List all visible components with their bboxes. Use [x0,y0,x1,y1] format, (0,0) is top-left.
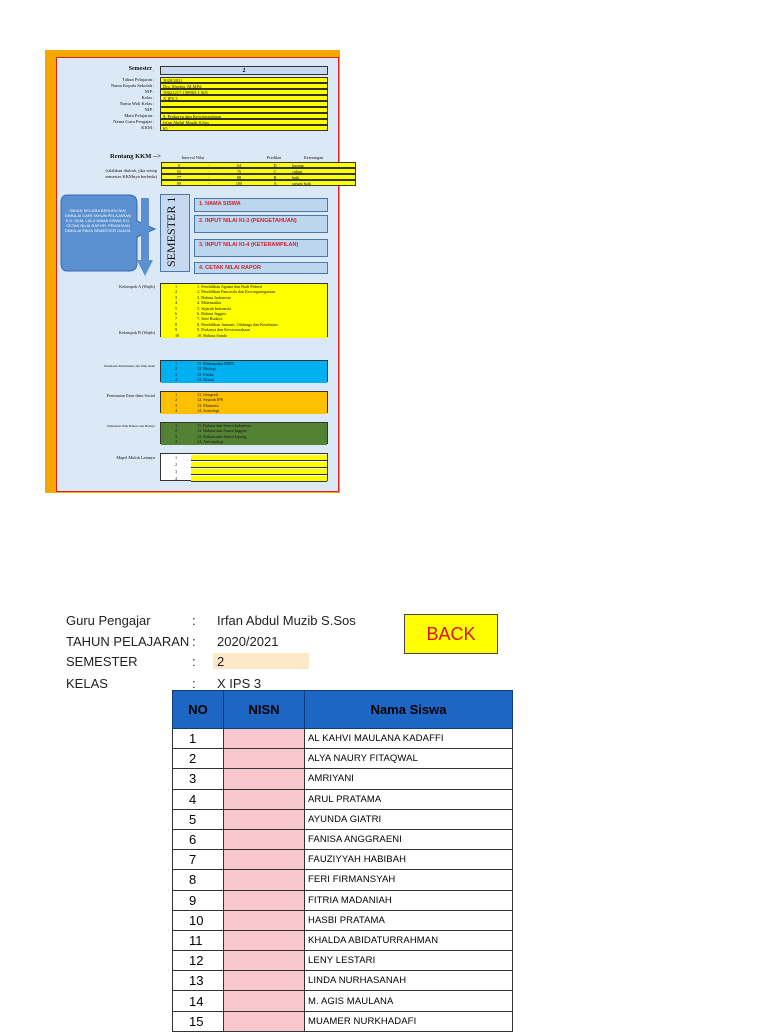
nisn-cell[interactable] [224,749,305,769]
subject-name[interactable]: 11. Geografi [197,392,219,397]
semester-label: SEMESTER [66,654,138,669]
subject-number: 1 [175,284,178,289]
header-nama-siswa: Nama Siswa [305,691,513,729]
group-label-bahasa: Peminatan Ilmu Bahasa dan Budaya [107,424,155,428]
subject-number: 6 [175,310,178,316]
table-row [173,951,513,971]
row-number: 8 [173,870,224,890]
subject-name[interactable]: 13. Ekonomi [197,402,219,408]
subject-number: 5 [175,305,178,311]
row-number: 13 [173,971,224,991]
colon: : [153,68,155,73]
subjects-mipa [160,360,328,382]
table-row [173,1011,513,1031]
nisn-cell[interactable] [224,809,305,829]
colon: : [153,83,155,88]
kkm-row [161,180,356,186]
group-label-kelompok-b: Kelompok B (Wajib) [118,330,155,335]
back-button[interactable]: BACK [404,614,498,654]
row-number: 2 [173,749,224,769]
subjects-bahasa [160,422,328,444]
subject-number: 2 [175,397,178,403]
subject-number: 4 [175,408,178,414]
subject-name[interactable]: 3. Bahasa Indonesia [197,294,231,300]
kkm-sep: - [208,175,210,180]
subject-row [161,475,327,482]
nama-siswa-cell[interactable]: KHALDA ABIDATURRAHMAN [305,930,513,950]
subject-row [161,468,327,475]
colon: : [192,654,196,669]
subject-name[interactable]: 13. Fisika [197,371,214,377]
table-header-row [173,691,513,729]
subjects-ips [160,391,328,413]
subject-number: 9 [175,327,178,333]
subject-row [161,454,327,461]
menu-input-ki3-button[interactable]: 2. INPUT NILAI KI-3 (PENGETAHUAN) [194,215,328,233]
kelas-label: KELAS [66,676,108,691]
row-number: 4 [173,789,224,809]
menu-nama-siswa-button[interactable]: 1. NAMA SISWA [194,198,328,212]
subject-row [161,408,327,413]
kkm-header-keterangan: Keterangan [303,155,324,160]
table-row [173,890,513,910]
info-value-cell[interactable]: 2020/2021 [160,77,328,83]
kkm-sep: - [208,181,210,186]
table-row [173,769,513,789]
row-number: 3 [173,769,224,789]
kkm-pred[interactable]: A [273,181,277,186]
nisn-cell[interactable] [224,991,305,1011]
nama-siswa-cell[interactable]: HASBI PRATAMA [305,910,513,930]
group-label-ips: Peminatan Ilmu-ilmu Sosial [106,393,155,398]
nisn-cell[interactable] [224,971,305,991]
subject-row [161,377,327,382]
kkm-ket[interactable]: baik [292,175,300,180]
nama-siswa-cell[interactable]: AYUNDA GIATRI [305,809,513,829]
kkm-ket[interactable]: sangat baik [292,181,311,186]
subject-name[interactable]: 5. Sejarah Indonesia [197,305,232,311]
subject-name[interactable]: 1. Pendidikan Agama dan Budi Pekerti [197,284,263,289]
kkm-note: (silahkan diubah, jika setiap semester KKMnya berbeda) [105,168,157,179]
colon: : [153,101,155,106]
subject-name[interactable]: 7. Seni Budaya [197,316,223,322]
table-row [173,971,513,991]
nama-siswa-cell[interactable]: AL KAHVI MAULANA KADAFFI [305,729,513,749]
subject-name[interactable]: 14. Sosiologi [197,408,220,414]
kkm-ket[interactable]: kurang [292,163,304,168]
colon: : [192,634,196,649]
colon: : [192,676,196,691]
subject-number: 3 [175,433,178,439]
kkm-ket[interactable]: cukup [292,169,303,174]
info-label: NIP [144,89,152,94]
subject-number: 3 [175,294,178,300]
subject-number: 2 [175,366,178,372]
row-number: 12 [173,951,224,971]
kkm-header-predikat: Predikat [267,155,281,160]
info-label: Nama Guru Pengajar [113,119,152,124]
info-value-cell[interactable]: 19621217 198903 1 005 [160,89,328,95]
colon: : [153,77,155,82]
subject-name[interactable]: 13. Bahasa dan Sastra Jepang [197,433,247,439]
nama-siswa-cell[interactable]: LENY LESTARI [305,951,513,971]
colon: : [192,613,196,628]
nama-siswa-cell[interactable]: M. AGIS MAULANA [305,991,513,1011]
table-row [173,910,513,930]
info-value-cell[interactable]: 65 [160,125,328,131]
guru-label: Guru Pengajar [66,613,151,628]
subjects-mulok [160,453,328,481]
nama-siswa-cell[interactable]: FANISA ANGGRAENI [305,829,513,849]
group-label-mulok: Mapel Mulok Lainnya [116,455,155,460]
callout-text: ISIKAN SECARA BERURUTAN, DIMULAI DARI TAHUN PELAJARAN S.D. KKM, LALU NAMA SISWA S.D. CETAK NILAI RAPOR, PENGISIAN DIMULAI PADA SEMESTER GANJIL [65,208,131,233]
tahun-value: 2020/2021 [217,634,279,649]
kkm-to[interactable]: 88 [236,175,242,180]
subject-name[interactable]: 6. Bahasa Inggris [197,310,227,316]
nama-siswa-cell[interactable]: MUAMER NURKHADAFI [305,1011,513,1031]
subject-number: 2 [175,289,178,295]
kkm-pred[interactable]: B [273,175,277,180]
subject-name[interactable]: 4. Matematika [197,300,222,306]
kkm-header-row [161,155,356,161]
guru-value: Irfan Abdul Muzib S.Sos [217,613,356,628]
colon: : [153,89,155,94]
menu-cetak-rapor-button[interactable]: 4. CETAK NILAI RAPOR [194,262,328,274]
subject-name[interactable]: 14. Kimia [197,377,214,383]
subject-name[interactable]: 2. Pendidikan Pancasila dan Kewarganegaraan [197,289,276,295]
semester-value-cell[interactable] [213,653,309,669]
semester-label: Semester [128,66,152,72]
subject-number: 1 [175,455,178,460]
table-row [173,870,513,890]
group-label-kelompok-a: Kelompok A (Wajib) [119,284,155,289]
info-label: Tahun Pelajaran [122,77,152,82]
subject-row [161,439,327,444]
colon: : [153,119,155,124]
nisn-cell[interactable] [224,850,305,870]
kkm-from[interactable]: 65 [176,169,182,174]
subject-number: 4 [175,377,178,383]
subject-name[interactable]: 10. Bahasa Sunda [197,332,227,338]
kkm-from[interactable]: 0 [177,163,181,168]
info-value-cell[interactable]: Drs. Shodiq, M.MPd [160,83,328,89]
colon: : [153,95,155,100]
subject-name[interactable]: 12. Biologi [197,366,216,372]
subject-number: 4 [175,476,178,481]
nama-siswa-cell[interactable]: FAUZIYYAH HABIBAH [305,850,513,870]
colon: : [153,113,155,118]
kkm-from[interactable]: 89 [176,181,182,186]
kelas-value: X IPS 3 [217,676,262,691]
colon: : [153,107,155,112]
nama-siswa-cell[interactable]: FERI FIRMANSYAH [305,870,513,890]
info-label: Nama Kepala Sekolah [110,83,152,88]
row-number: 11 [173,930,224,950]
header-nisn: NISN [224,691,305,729]
nama-siswa-cell[interactable]: LINDA NURHASANAH [305,971,513,991]
kkm-title: Rentang KKM --> [109,153,161,160]
kkm-to[interactable]: 100 [235,181,243,186]
info-label: Kelas [141,95,152,100]
row-number: 14 [173,991,224,1011]
row-number: 7 [173,850,224,870]
kkm-to[interactable]: 76 [236,169,242,174]
subject-number: 2 [175,462,178,467]
row-number: 15 [173,1011,224,1031]
subject-name[interactable]: 8. Pendidikan Jasmani, Olahraga dan Kesehatan [197,321,278,327]
nisn-cell[interactable] [224,890,305,910]
down-arrow-icon [137,198,153,276]
subject-name[interactable]: 12. Bahasa dan Sastra Inggris [197,428,247,434]
subject-number: 1 [175,361,178,366]
row-number: 6 [173,829,224,849]
subjects-wajib [160,283,328,337]
subject-number: 1 [175,392,178,397]
nisn-cell[interactable] [224,789,305,809]
subject-name[interactable]: 11. Bahasa dan Sastra Indonesia [197,423,251,428]
table-row [173,829,513,849]
kkm-pred[interactable]: C [273,169,277,174]
kkm-pred[interactable]: D [273,163,277,168]
table-row [173,991,513,1011]
info-value-cell[interactable]: Irfan Abdul Muzib S.Sos [160,119,328,125]
nisn-cell[interactable] [224,729,305,749]
subject-number: 7 [175,316,178,322]
nama-siswa-cell[interactable]: ARUL PRATAMA [305,789,513,809]
row-number: 9 [173,890,224,910]
spreadsheet-sheet [56,57,339,492]
nisn-cell[interactable] [224,769,305,789]
subject-row [161,333,327,338]
kkm-sep: - [208,169,210,174]
subject-number: 4 [175,300,178,306]
kkm-header-interval: Interval Nilai [181,155,205,160]
table-row [173,809,513,829]
header-no: NO [173,691,224,729]
nisn-cell[interactable] [224,930,305,950]
row-number: 1 [173,729,224,749]
student-table [172,690,513,1032]
table-row [173,729,513,749]
semester-value: 2 [217,654,225,669]
nama-siswa-cell[interactable]: FITRIA MADANIAH [305,890,513,910]
table-row [173,930,513,950]
subject-name[interactable]: 11. Matematika MIPA [197,361,235,366]
info-value-cell[interactable]: X IPS 3 [160,95,328,101]
subject-row [161,461,327,468]
subject-name[interactable]: 12. Sejarah IPS [197,397,223,403]
info-label: NIP [144,107,152,112]
nama-siswa-cell[interactable]: AMRIYANI [305,769,513,789]
info-label: KKM [141,125,152,130]
colon: : [153,125,155,130]
group-label-mipa: Peminatan Matematika dan Ilmu Alam [103,364,155,368]
nisn-cell[interactable] [224,829,305,849]
kkm-from[interactable]: 77 [176,175,182,180]
subject-name[interactable] [191,476,327,482]
info-label: Nama Wali Kelas [119,101,152,106]
subject-number: 1 [175,423,178,428]
spreadsheet-preview [45,50,340,493]
semester-banner-text: SEMESTER 1 [164,196,178,267]
kkm-to[interactable]: 64 [236,163,242,168]
subject-number: 10 [175,332,180,338]
subject-number: 3 [175,469,178,474]
nisn-cell[interactable] [224,951,305,971]
subject-number: 3 [175,402,178,408]
info-value-cell[interactable]: 9. Prakarya dan Kewirausahaan [160,113,328,119]
nama-siswa-cell[interactable]: ALYA NAURY FITAQWAL [305,749,513,769]
subject-number: 2 [175,428,178,434]
nisn-cell[interactable] [224,910,305,930]
subject-name[interactable]: 9. Prakarya dan Kewirausahaan [197,327,251,333]
nisn-cell[interactable] [224,870,305,890]
subject-name[interactable]: 14. Antropologi [197,439,224,445]
semester-value: 2 [160,66,328,75]
info-label: Mata Pelajaran [124,113,152,118]
menu-input-ki4-button[interactable]: 3. INPUT NILAI KI-4 (KETERAMPILAN) [194,239,328,257]
subject-number: 8 [175,321,178,327]
table-row [173,850,513,870]
table-row [173,749,513,769]
subject-number: 3 [175,371,178,377]
student-rows [173,729,513,1032]
semester-banner [160,194,190,272]
row-number: 5 [173,809,224,829]
kkm-sep: - [208,163,210,168]
nisn-cell[interactable] [224,1011,305,1031]
tahun-label: TAHUN PELAJARAN [66,634,190,649]
subject-number: 4 [175,439,178,445]
row-number: 10 [173,910,224,930]
table-row [173,789,513,809]
